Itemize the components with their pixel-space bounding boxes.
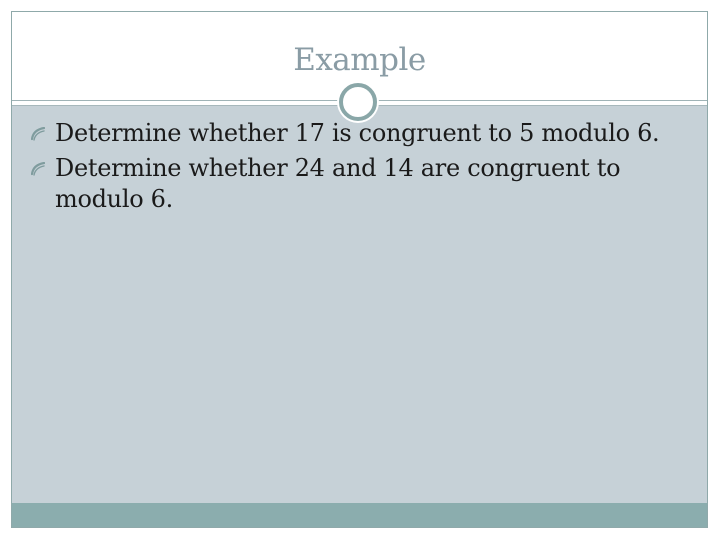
bullet-item — [31, 118, 671, 149]
slide-title: Example — [293, 42, 426, 78]
curved-bullet-icon — [31, 162, 45, 176]
bullet-list — [31, 118, 671, 215]
circle-ring — [339, 83, 377, 121]
circle-ornament-icon — [337, 81, 379, 123]
footer-bar — [12, 503, 707, 527]
bullet-text: Determine whether 17 is congruent to 5 modulo 6. — [55, 119, 660, 147]
bullet-text: Determine whether 24 and 14 are congruent to modulo 6. — [55, 154, 621, 213]
slide — [11, 11, 708, 528]
bullet-item — [31, 153, 671, 215]
curved-bullet-icon — [31, 127, 45, 141]
